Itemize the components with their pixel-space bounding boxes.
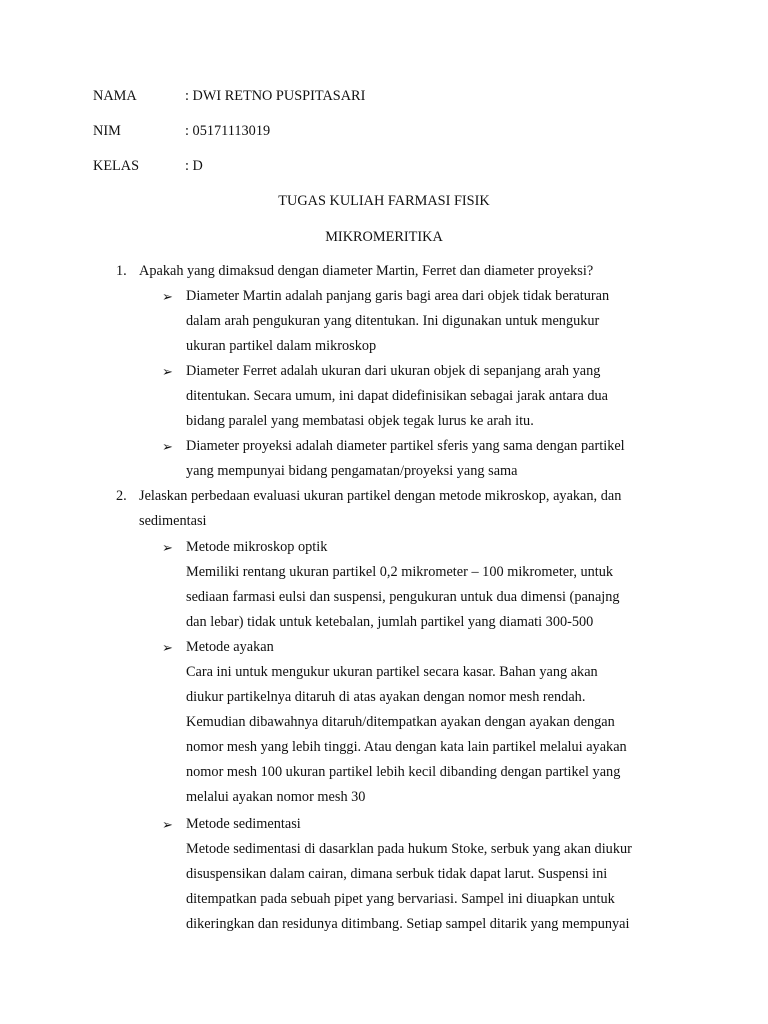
arrowhead-bullet-icon: ➢ <box>162 439 173 454</box>
question-2-text: Jelaskan perbedaan evaluasi ukuran partikel dengan metode mikroskop, ayakan, dan <box>139 488 622 504</box>
q1-bullet-1-line: Diameter Martin adalah panjang garis bagi area dari objek tidak beraturan <box>186 288 610 304</box>
q1-bullet-3-line: Diameter proyeksi adalah diameter partikel sferis yang sama dengan partikel <box>186 438 625 454</box>
arrowhead-bullet-icon: ➢ <box>162 817 173 832</box>
nim-row <box>93 121 270 141</box>
q2-bullet-heading: Metode sedimentasi <box>186 816 301 832</box>
q2-bullet-line: Metode sedimentasi di dasarklan pada hukum Stoke, serbuk yang akan diukur <box>186 841 632 857</box>
class-row <box>93 156 203 176</box>
q2-bullet-line: sediaan farmasi eulsi dan suspensi, pengukuran untuk dua dimensi (panajng <box>186 589 620 605</box>
q2-bullet-line: Kemudian dibawahnya ditaruh/ditempatkan ayakan dengan ayakan dengan <box>186 714 615 730</box>
nim-label: NIM <box>93 123 121 139</box>
q2-bullet-line: diukur partikelnya ditaruh di atas ayakan dengan nomor mesh rendah. <box>186 689 586 705</box>
name-value: : DWI RETNO PUSPITASARI <box>185 88 366 104</box>
question-1-text: Apakah yang dimaksud dengan diameter Martin, Ferret dan diameter proyeksi? <box>139 263 594 279</box>
q1-bullet-1-line: ukuran partikel dalam mikroskop <box>186 338 377 354</box>
name-row <box>93 86 365 106</box>
arrowhead-bullet-icon: ➢ <box>162 640 173 655</box>
document-title: TUGAS KULIAH FARMASI FISIK <box>278 193 490 209</box>
question-2-text: sedimentasi <box>139 513 207 529</box>
name-label: NAMA <box>93 88 137 104</box>
q1-bullet-2-line: ditentukan. Secara umum, ini dapat didefinisikan sebagai jarak antara dua <box>186 388 609 404</box>
q2-bullet-line: disuspensikan dalam cairan, dimana serbuk tidak dapat larut. Suspensi ini <box>186 866 608 882</box>
q2-bullet-line: melalui ayakan nomor mesh 30 <box>186 789 366 805</box>
q1-bullet-2-line: Diameter Ferret adalah ukuran dari ukuran objek di sepanjang arah yang <box>186 363 601 379</box>
q2-bullet-heading: Metode ayakan <box>186 639 274 655</box>
q2-bullet-line: nomor mesh yang lebih tinggi. Atau dengan kata lain partikel melalui ayakan <box>186 739 627 755</box>
q1-bullet-2-line: bidang paralel yang membatasi objek tegak lurus ke arah itu. <box>186 413 534 429</box>
q2-bullet-line: nomor mesh 100 ukuran partikel lebih kecil dibanding dengan partikel yang <box>186 764 621 780</box>
q2-bullet-line: Memiliki rentang ukuran partikel 0,2 mikrometer – 100 mikrometer, untuk <box>186 564 614 580</box>
nim-value: : 05171113019 <box>185 123 271 139</box>
q2-bullet-line: ditempatkan pada sebuah pipet yang bervariasi. Sampel ini diuapkan untuk <box>186 891 615 907</box>
q2-bullet-line: dan lebar) tidak untuk ketebalan, jumlah partikel yang diamati 300-500 <box>186 614 594 630</box>
question-1-number: 1. <box>116 263 127 279</box>
q2-bullet-line: dikeringkan dan residunya ditimbang. Setiap sampel ditarik yang mempunyai <box>186 916 630 932</box>
question-2-number: 2. <box>116 488 127 504</box>
arrowhead-bullet-icon: ➢ <box>162 540 173 555</box>
q2-bullet-heading: Metode mikroskop optik <box>186 539 328 555</box>
arrowhead-bullet-icon: ➢ <box>162 364 173 379</box>
q1-bullet-3-line: yang mempunyai bidang pengamatan/proyeksi yang sama <box>186 463 518 479</box>
class-label: KELAS <box>93 158 140 174</box>
arrowhead-bullet-icon: ➢ <box>162 289 173 304</box>
q1-bullet-1-line: dalam arah pengukuran yang ditentukan. Ini digunakan untuk mengukur <box>186 313 600 329</box>
class-value: : D <box>185 158 203 174</box>
question-2 <box>93 484 693 534</box>
document-subtitle: MIKROMERITIKA <box>325 229 443 245</box>
q2-bullet-line: Cara ini untuk mengukur ukuran partikel secara kasar. Bahan yang akan <box>186 664 598 680</box>
